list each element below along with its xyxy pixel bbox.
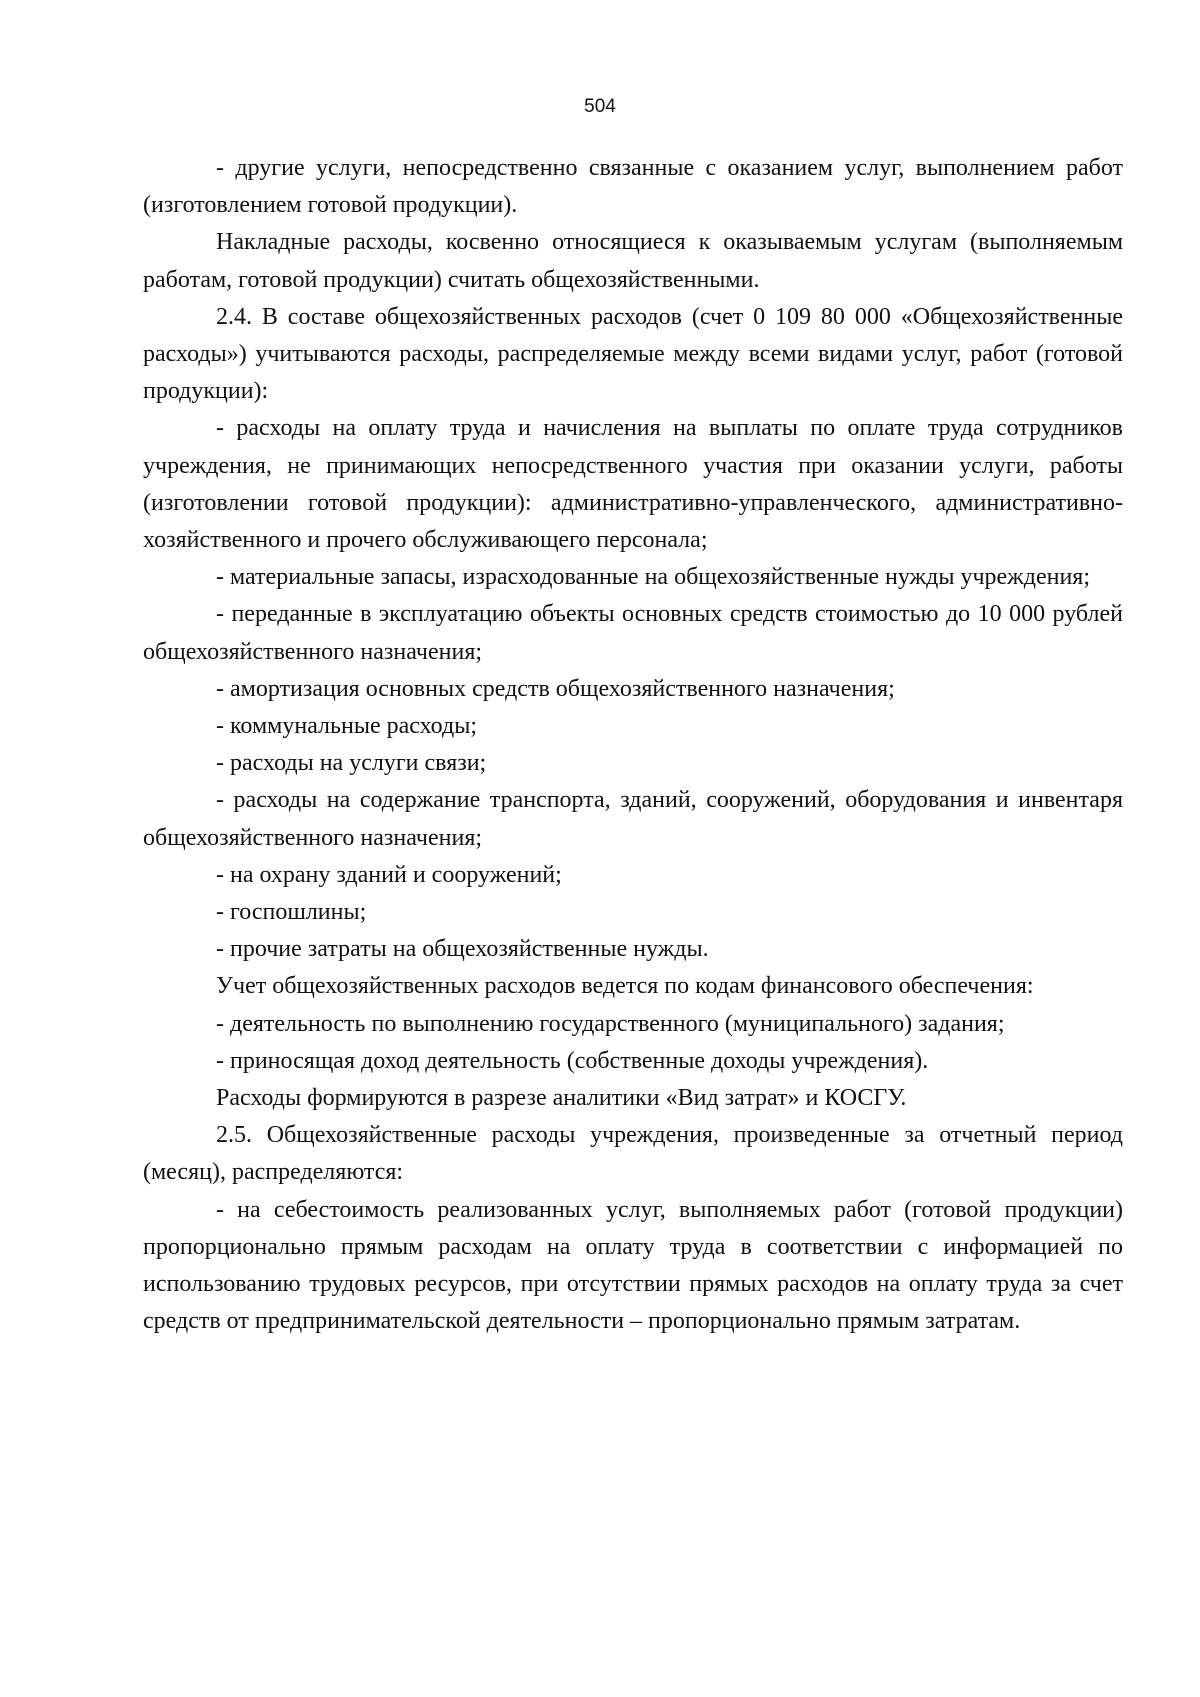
list-item-state-duties: - госпошлины; [216,899,367,926]
list-item-security: - на охрану зданий и сооружений; [216,861,562,888]
paragraph-overhead-definition: Накладные расходы, косвенно относящиеся к оказываемым услугам (выполняемым работам, готовой продукции) считать общехозяйственными. [143,229,1123,293]
document-body [143,150,1123,1341]
paragraph-section-2-4: 2.4. В составе общехозяйственных расходов (счет 0 109 80 000 «Общехозяйственные расходы») учитываются расходы, распределяемые между всеми видами услуг, работ (готовой продукции): [143,303,1123,405]
list-item-state-task: - деятельность по выполнению государственного (муниципального) задания; [216,1010,1005,1037]
paragraph-other-services: - другие услуги, непосредственно связанные с оказанием услуг, выполнением работ (изготовлением готовой продукции). [143,155,1123,219]
list-item-labor-costs: - расходы на оплату труда и начисления на выплаты по оплате труда сотрудников учреждения, не принимающих непосредственного участия при оказании услуги, работы (изготовлении готовой продукции): административно-управленческого, административно-хозяйственного и прочего обслуживающего персонала; [143,415,1123,554]
paragraph-analytics: Расходы формируются в разрезе аналитики «Вид затрат» и КОСГУ. [216,1085,907,1112]
page-number: 504 [584,96,616,117]
list-item-fixed-assets: - переданные в эксплуатацию объекты основных средств стоимостью до 10 000 рублей общехозяйственного назначения; [143,601,1123,665]
list-item-cost-allocation: - на себестоимость реализованных услуг, выполняемых работ (готовой продукции) пропорционально прямым расходам на оплату труда в соответствии с информацией по использованию трудовых ресурсов, при отсутствии прямых расходов на оплату труда за счет средств от предпринимательской деятельности – пропорционально прямым затратам. [143,1196,1123,1335]
paragraph-accounting-codes: Учет общехозяйственных расходов ведется по кодам финансового обеспечения: [216,973,1034,1000]
list-item-utilities: - коммунальные расходы; [216,713,477,740]
list-item-other-costs: - прочие затраты на общехозяйственные нужды. [216,936,709,963]
list-item-materials: - материальные запасы, израсходованные на общехозяйственные нужды учреждения; [216,564,1091,591]
list-item-income-activity: - приносящая доход деятельность (собственные доходы учреждения). [216,1047,929,1074]
list-item-depreciation: - амортизация основных средств общехозяйственного назначения; [216,675,895,702]
list-item-maintenance: - расходы на содержание транспорта, зданий, сооружений, оборудования и инвентаря общехозяйственного назначения; [143,787,1123,851]
list-item-communications: - расходы на услуги связи; [216,750,487,777]
paragraph-section-2-5: 2.5. Общехозяйственные расходы учреждения, произведенные за отчетный период (месяц), распределяются: [143,1122,1123,1186]
